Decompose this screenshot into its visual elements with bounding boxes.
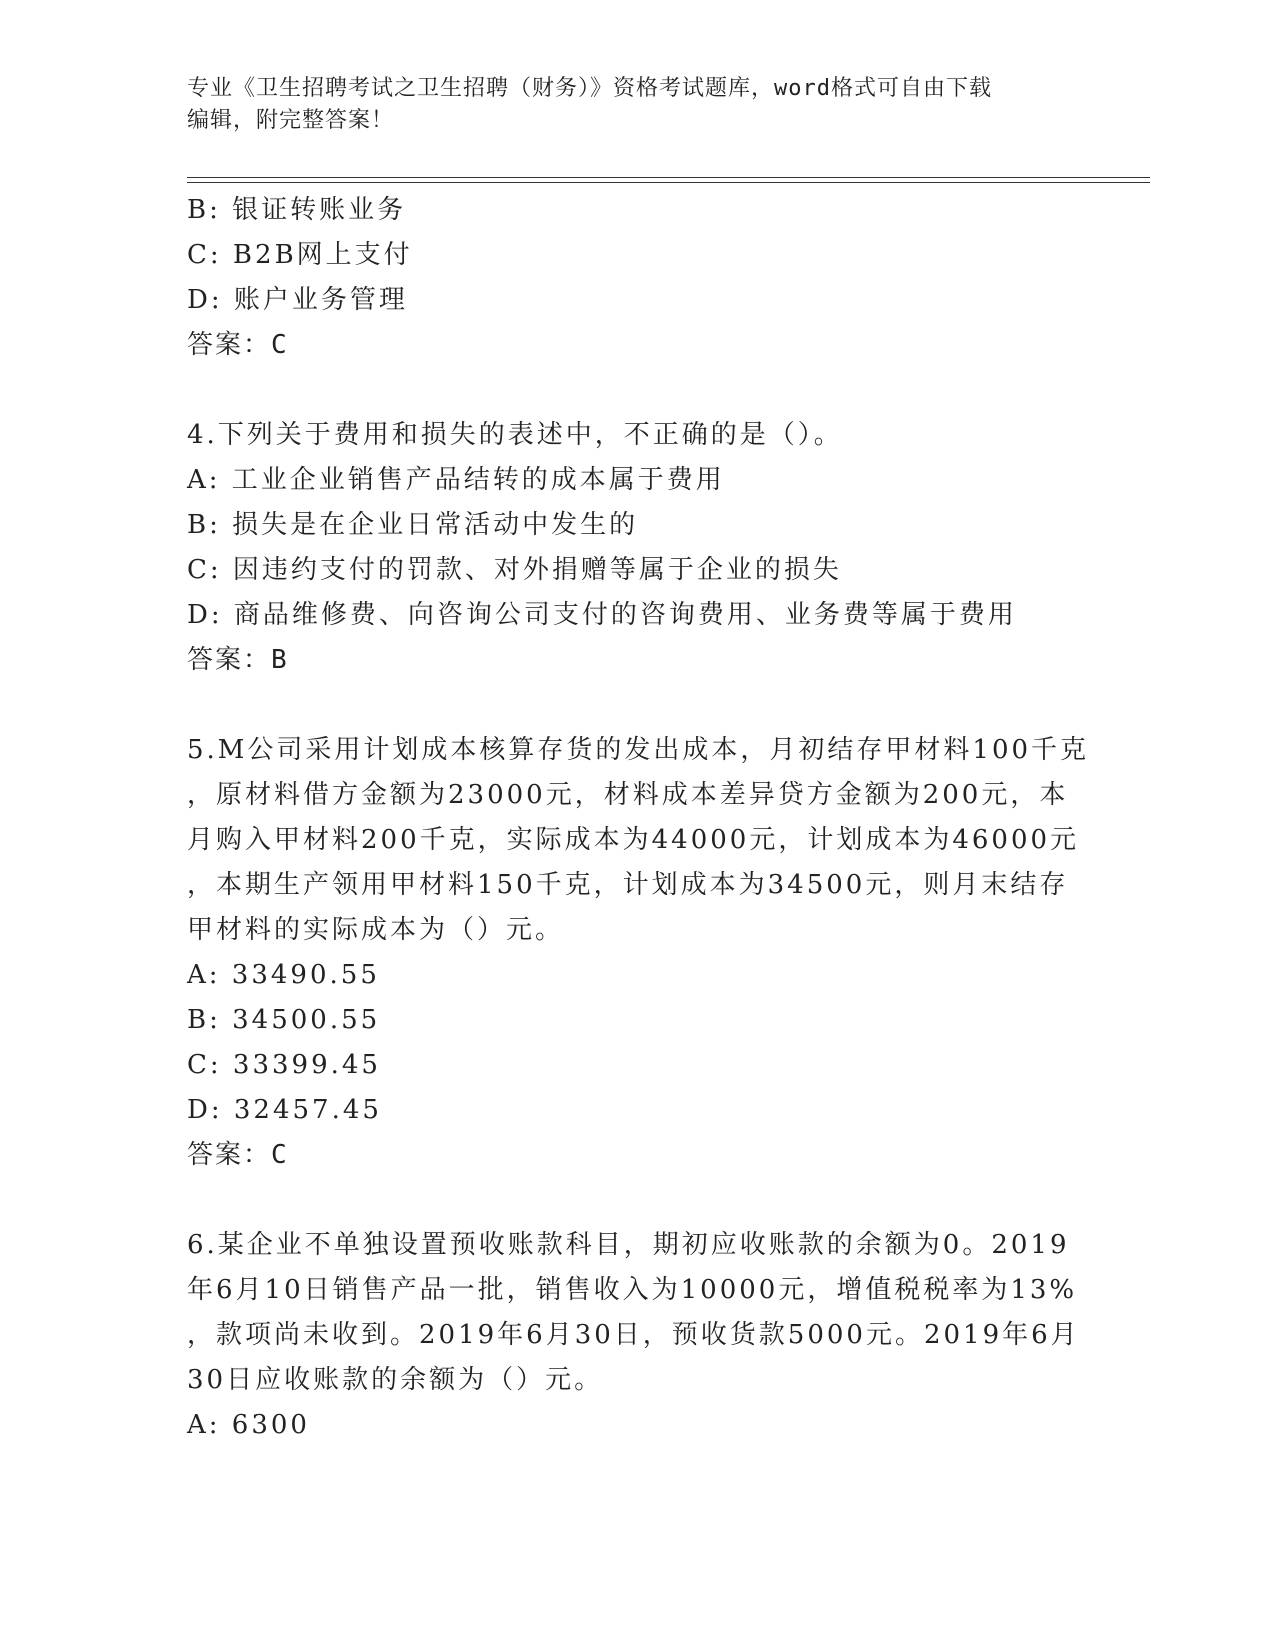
question-stem-line: 5.M公司采用计划成本核算存货的发出成本，月初结存甲材料100千克 [187, 735, 1090, 765]
answer-label: 答案： [187, 330, 272, 360]
option-b: B: 损失是在企业日常活动中发生的 [187, 510, 639, 540]
question-stem: 4.下列关于费用和损失的表述中，不正确的是（）。 [187, 420, 843, 450]
option-c: C: 33399.45 [187, 1050, 381, 1080]
question-stem-line: 甲材料的实际成本为（）元。 [187, 915, 565, 945]
header-line-1: 专业《卫生招聘考试之卫生招聘（财务）》资格考试题库，word格式可自由下载 [187, 76, 992, 101]
question-stem-line: ，款项尚未收到。2019年6月30日，预收货款5000元。2019年6月 [187, 1320, 1080, 1350]
question-4 [187, 413, 1087, 683]
answer-value: B [271, 645, 289, 675]
option-a: A: 工业企业销售产品结转的成本属于费用 [187, 465, 725, 495]
question-stem-line: 30日应收账款的余额为（）元。 [187, 1365, 604, 1395]
header-divider-top [187, 177, 1150, 178]
question-stem-line: ，原材料借方金额为23000元，材料成本差异贷方金额为200元，本 [187, 780, 1069, 810]
option-c: C: B2B网上支付 [187, 240, 413, 270]
answer-label: 答案： [187, 645, 272, 675]
question-stem-line: ，本期生产领用甲材料150千克，计划成本为34500元，则月末结存 [187, 870, 1069, 900]
option-d: D: 商品维修费、向咨询公司支付的咨询费用、业务费等属于费用 [187, 600, 1017, 630]
option-b: B: 34500.55 [187, 1005, 381, 1035]
answer [187, 1133, 1087, 1178]
answer-value: C [271, 1140, 289, 1170]
question-3-tail [187, 188, 1087, 368]
question-6 [187, 1223, 1087, 1448]
spacer [187, 368, 1087, 413]
option-d: D: 账户业务管理 [187, 285, 408, 315]
answer [187, 323, 1087, 368]
question-stem-line: 年6月10日销售产品一批，销售收入为10000元，增值税税率为13% [187, 1275, 1078, 1305]
spacer [187, 683, 1087, 728]
option-a: A: 6300 [187, 1410, 310, 1440]
answer-label: 答案： [187, 1140, 272, 1170]
question-stem-line: 6.某企业不单独设置预收账款科目，期初应收账款的余额为0。2019 [187, 1230, 1070, 1260]
option-c: C: 因违约支付的罚款、对外捐赠等属于企业的损失 [187, 555, 842, 585]
answer [187, 638, 1087, 683]
answer-value: C [271, 330, 289, 360]
option-a: A: 33490.55 [187, 960, 380, 990]
option-d: D: 32457.45 [187, 1095, 382, 1125]
header-line-2: 编辑，附完整答案！ [187, 108, 395, 133]
question-5 [187, 728, 1090, 1178]
option-b: B: 银证转账业务 [187, 195, 407, 225]
document-header [187, 73, 1067, 137]
header-divider-bottom [187, 182, 1150, 183]
question-stem-line: 月购入甲材料200千克，实际成本为44000元，计划成本为46000元 [187, 825, 1080, 855]
spacer [187, 1178, 1087, 1223]
question-content [187, 188, 1090, 1448]
